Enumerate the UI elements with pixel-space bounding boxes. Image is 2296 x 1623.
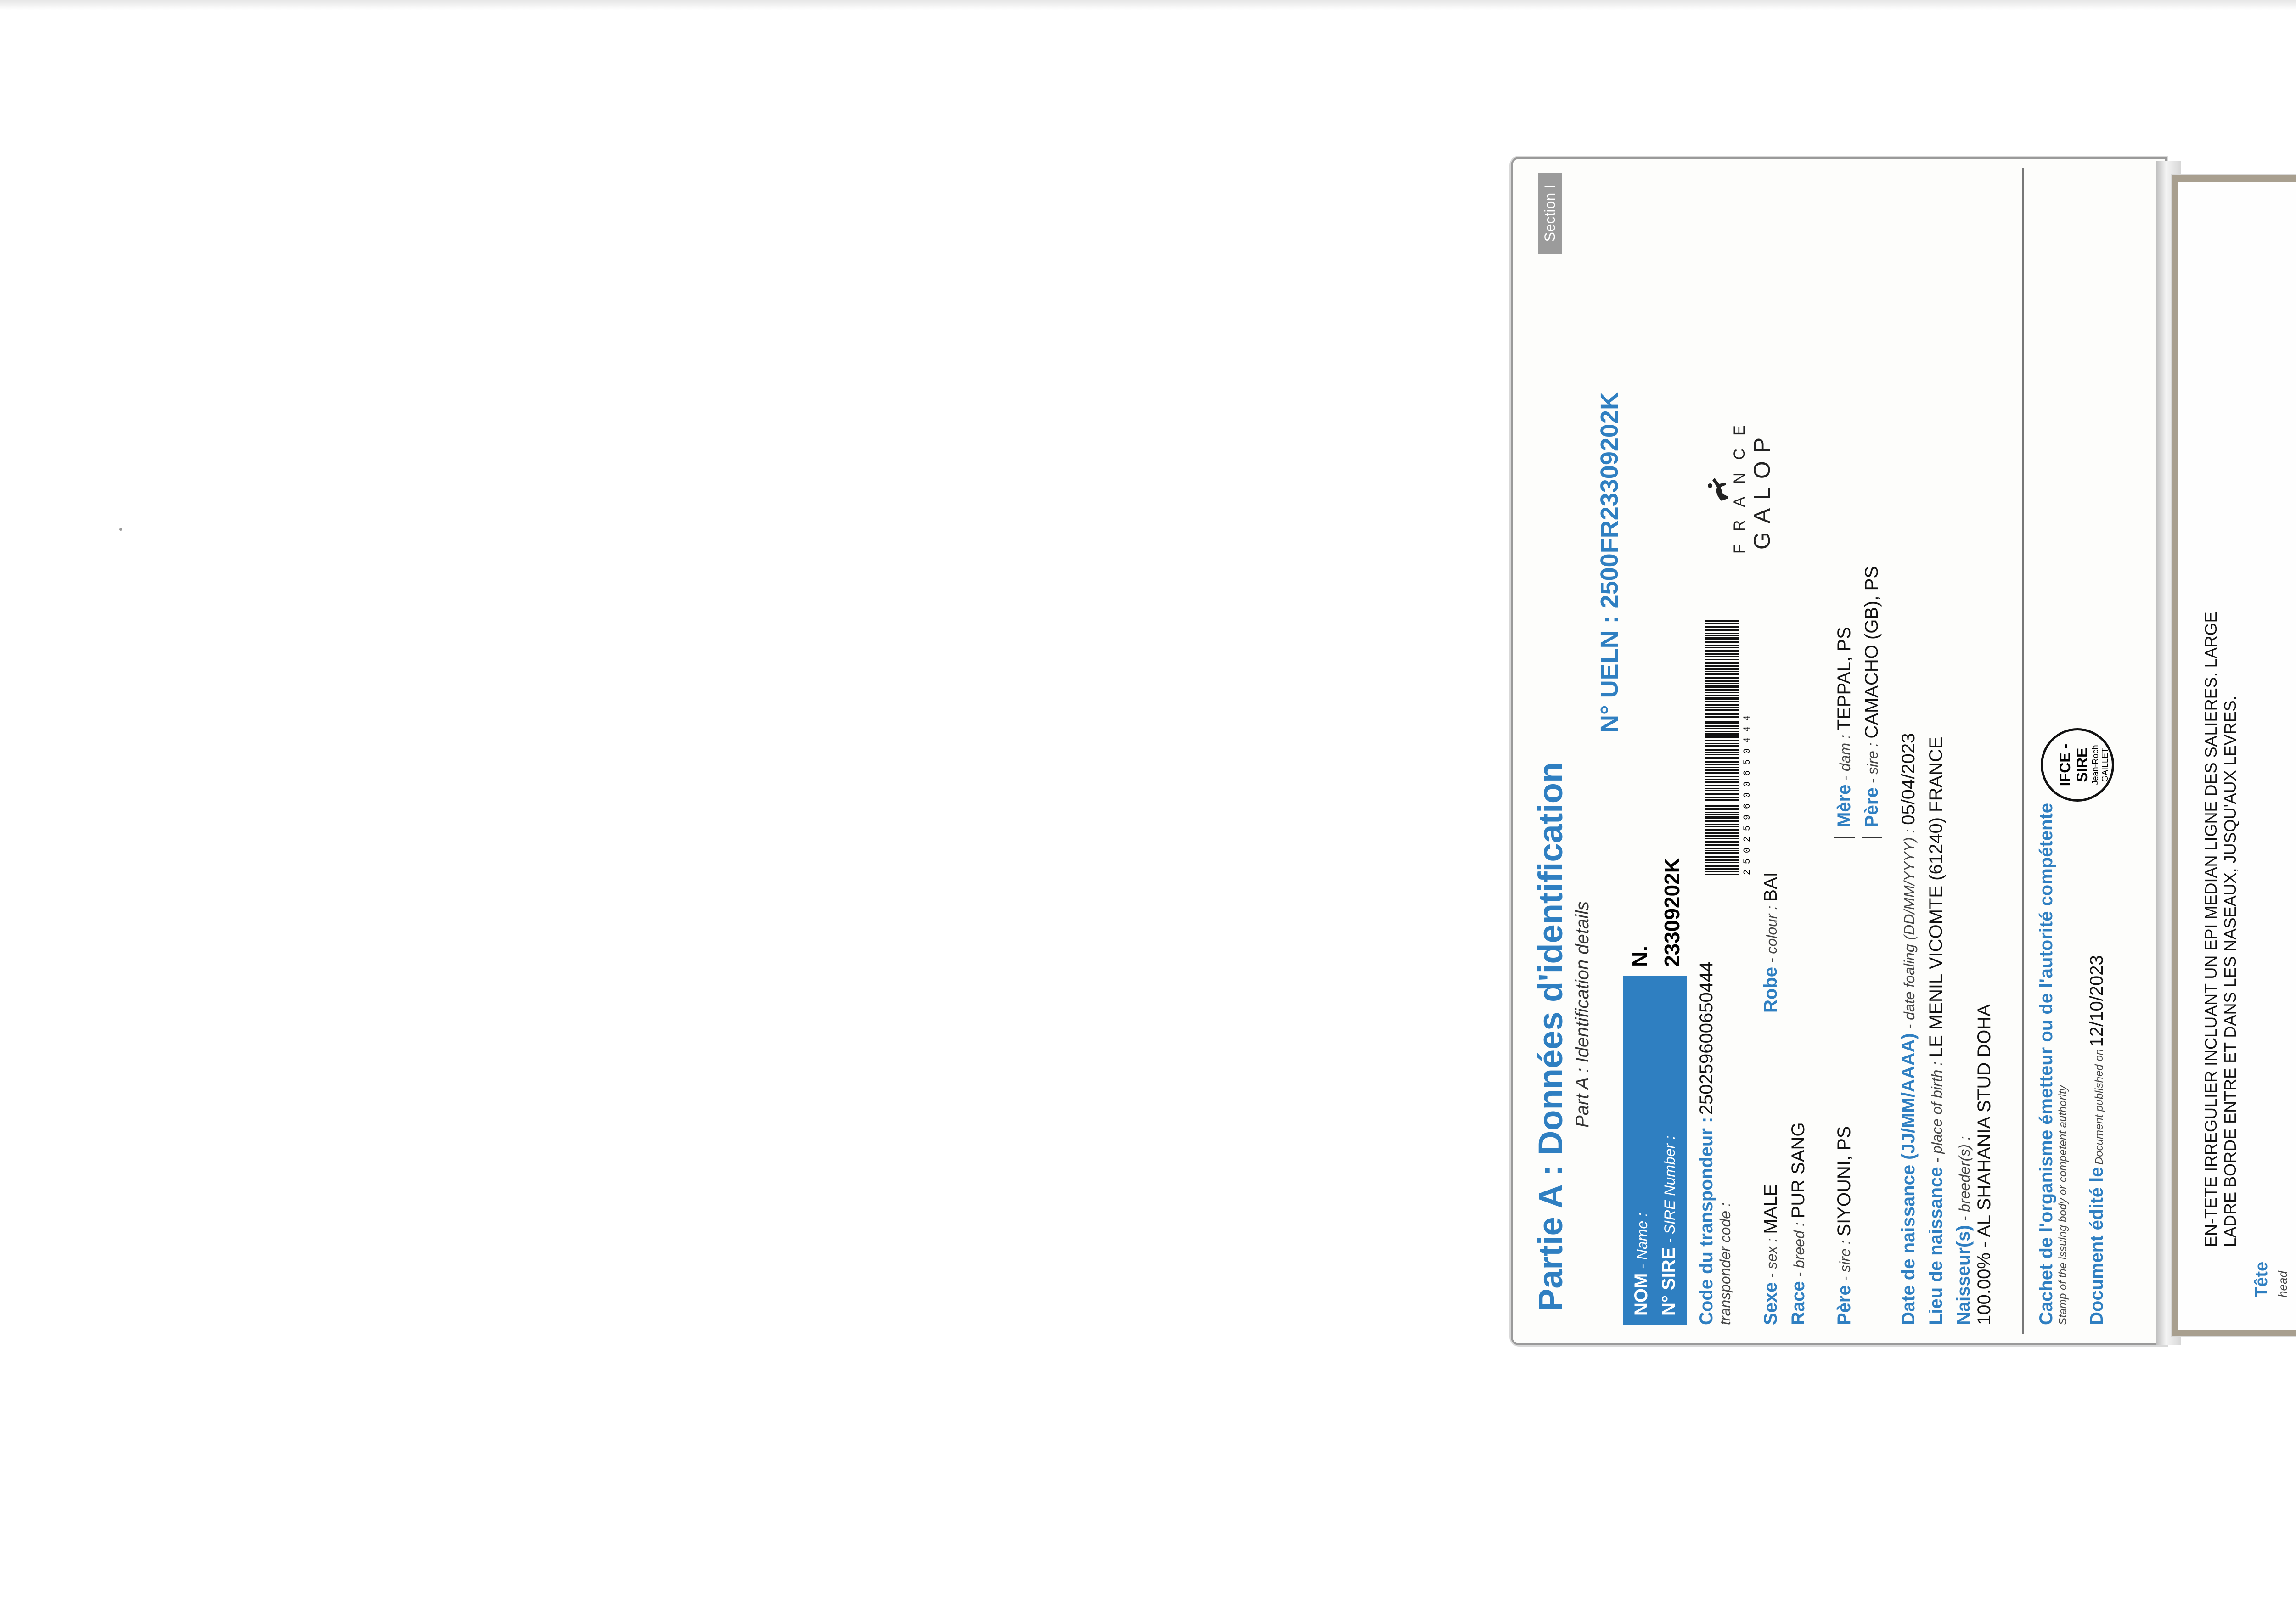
- identification-page: [1511, 157, 2167, 1345]
- transponder-barcode: [1705, 618, 1751, 875]
- scan-edge: [0, 0, 2296, 10]
- birth-date-row: Date de naissance (JJ/MM/AAAA) - date foaling (DD/MM/YYYY) : 05/04/2023: [1898, 733, 1919, 1325]
- france-galop-logo: [1705, 412, 1797, 554]
- tete-label: Tête head: [2252, 1261, 2290, 1297]
- dam-row: Mère - dam : TEPPAL, PS: [1834, 627, 1855, 838]
- head-markings: EN-TETE IRREGULIER INCLUANT UN EPI MEDIAN LIGNE DES SALIERES. LARGE LADRE BORDE ENTRE ET DANS LES NASEAUX, JUSQU'AUX LEVRES.: [2201, 612, 2240, 1247]
- nom-label: NOM - Name :: [1631, 1213, 1651, 1316]
- logo-france: FRANCE: [1731, 412, 1748, 554]
- robe-row: Robe - colour : BAI: [1761, 872, 1781, 1013]
- svg-text:2 5 0 2 5 9 6 0 0 6 5 0 4 4 4: 2 5 0 2 5 9 6 0 0 6 5 0 4 4 4: [1742, 715, 1753, 875]
- ifce-sire-stamp: IFCE - SIRE Jean-Roch GAILLET: [2041, 728, 2114, 802]
- birth-place-row: Lieu de naissance - place of birth : LE MENIL VICOMTE (61240) FRANCE: [1926, 736, 1946, 1325]
- logo-galop: GALOP: [1749, 429, 1775, 550]
- sire-label: N° SIRE - SIRE Number :: [1659, 1135, 1679, 1316]
- divider: [2022, 168, 2024, 1334]
- horse-name: N.: [1628, 946, 1652, 967]
- race-row: Race - breed : PUR SANG: [1788, 1122, 1808, 1325]
- document-date-row: Document édité le Document published on 12/10/2023: [2087, 955, 2107, 1325]
- name-sire-box: [1623, 976, 1687, 1325]
- sire-parent-row: Père - sire : SIYOUNI, PS: [1834, 1126, 1854, 1325]
- breeder-row: Naisseur(s) - breeder(s) : 100.00% - AL SHAHANIA STUD DOHA: [1953, 1004, 1994, 1325]
- page-subtitle: Part A : Identification details: [1572, 901, 1593, 1128]
- ueln-number: N° UELN : 2500FR23309202K: [1596, 392, 1623, 733]
- markings-page: [2172, 175, 2296, 1336]
- sire-number: 23309202K: [1660, 858, 1684, 967]
- transponder-row: Code du transpondeur : 250259600650444 transponder code :: [1696, 961, 1733, 1325]
- section-tag: Section I: [1538, 173, 1562, 254]
- passport-booklet: [1511, 161, 2296, 1345]
- dam-sire-row: Père - sire : CAMACHO (GB), PS: [1862, 566, 1882, 838]
- scan-speck: [119, 528, 122, 531]
- sexe-row: Sexe - sex : MALE: [1761, 1184, 1781, 1325]
- page-title: Partie A : Données d'identification: [1531, 762, 1570, 1311]
- cachet-row: Cachet de l'organisme émetteur ou de l'autorité compétente Stamp of the issuing body or competent authority: [2036, 803, 2069, 1325]
- horse-jockey-icon: [1705, 476, 1728, 503]
